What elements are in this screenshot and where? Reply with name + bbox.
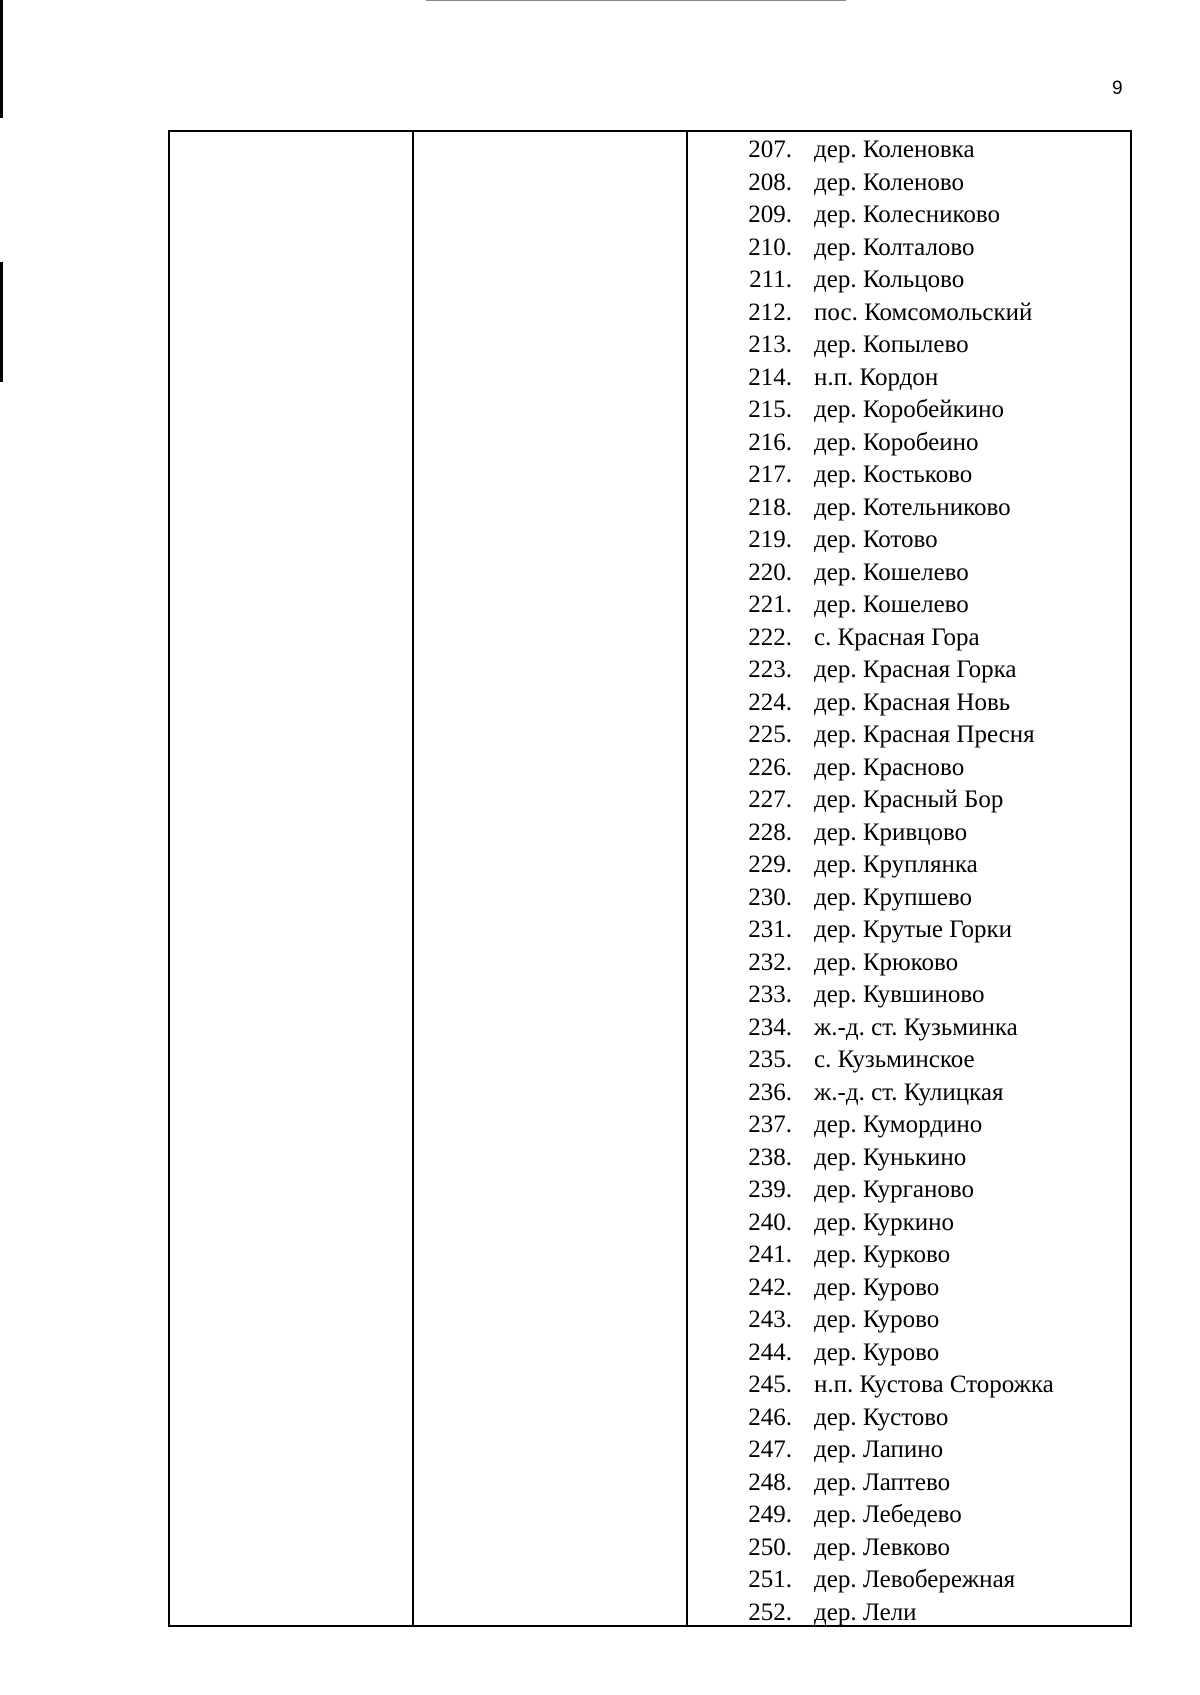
- list-item: [688, 1402, 1128, 1434]
- entry-number: 232.: [748, 948, 792, 976]
- entry-name: дер. Котельниково: [814, 493, 1011, 521]
- entry-name: дер. Котово: [814, 526, 938, 553]
- list-item: [688, 1272, 1128, 1304]
- entry-name: н.п. Кустова Сторожка: [814, 1371, 1054, 1398]
- entry-number: 239.: [748, 1176, 792, 1203]
- table-column-empty-2: [414, 132, 688, 1625]
- list-item: [688, 752, 1128, 784]
- list-item: [688, 232, 1128, 264]
- entry-name: дер. Левобережная: [814, 1566, 1016, 1593]
- list-item: [688, 622, 1128, 654]
- entry-name: дер. Костьково: [814, 461, 973, 488]
- settlement-list: [688, 132, 1130, 1625]
- list-item: [688, 1012, 1128, 1044]
- entry-number: 223.: [748, 656, 792, 683]
- list-item: [688, 1564, 1128, 1596]
- list-item: [688, 687, 1128, 719]
- entry-number: 217.: [748, 461, 792, 488]
- list-item: [688, 719, 1128, 751]
- entry-name: дер. Круплянка: [814, 851, 978, 878]
- entry-number: 227.: [748, 786, 792, 813]
- list-item: [688, 492, 1128, 524]
- entry-name: дер. Колталово: [814, 233, 975, 261]
- entry-number: 244.: [748, 1338, 792, 1366]
- entry-name: с. Кузьминское: [814, 1046, 975, 1073]
- entry-number: 219.: [748, 526, 792, 553]
- entry-number: 226.: [748, 753, 792, 781]
- list-item: [688, 1337, 1128, 1369]
- entry-name: ж.-д. ст. Кузьминка: [814, 1013, 1018, 1041]
- entry-name: дер. Крюково: [814, 948, 959, 976]
- entry-name: дер. Курганово: [814, 1176, 974, 1203]
- entry-name: дер. Кольцово: [814, 266, 965, 293]
- entry-number: 248.: [748, 1468, 792, 1496]
- entry-number: 230.: [748, 883, 792, 911]
- entry-name: дер. Коленовка: [814, 136, 975, 163]
- entry-number: 225.: [748, 721, 792, 748]
- entry-name: дер. Лаптево: [814, 1468, 951, 1496]
- entry-name: дер. Кунькино: [814, 1143, 967, 1171]
- entry-name: дер. Красная Горка: [814, 656, 1017, 683]
- entry-number: 249.: [748, 1501, 792, 1528]
- entry-name: с. Красная Гора: [814, 623, 980, 651]
- entry-number: 220.: [748, 558, 792, 586]
- entry-number: 231.: [748, 916, 792, 943]
- entry-name: дер. Курово: [814, 1306, 940, 1333]
- entry-name: дер. Крупшево: [814, 883, 973, 911]
- scan-top-rule: [426, 0, 846, 1]
- entry-number: 229.: [748, 851, 792, 878]
- list-item: [688, 1077, 1128, 1109]
- list-item: [688, 849, 1128, 881]
- entry-number: 228.: [748, 818, 792, 846]
- list-item: [688, 1239, 1128, 1271]
- entry-name: дер. Лели: [814, 1598, 917, 1626]
- entry-name: пос. Комсомольский: [814, 298, 1033, 326]
- list-item: [688, 264, 1128, 296]
- entry-number: 252.: [748, 1598, 792, 1626]
- entry-number: 214.: [748, 363, 792, 391]
- entry-number: 251.: [748, 1566, 792, 1593]
- entry-number: 221.: [748, 591, 792, 618]
- entry-name: ж.-д. ст. Кулицкая: [814, 1078, 1004, 1106]
- entry-number: 210.: [748, 233, 792, 261]
- list-item: [688, 882, 1128, 914]
- entry-number: 250.: [748, 1533, 792, 1561]
- entry-number: 246.: [748, 1403, 792, 1431]
- entry-number: 242.: [748, 1273, 792, 1301]
- list-item: [688, 654, 1128, 686]
- entry-name: дер. Красная Пресня: [814, 721, 1035, 748]
- list-item: [688, 1467, 1128, 1499]
- entry-number: 236.: [748, 1078, 792, 1106]
- entry-number: 243.: [748, 1306, 792, 1333]
- entry-name: дер. Курово: [814, 1338, 940, 1366]
- entry-name: дер. Куркино: [814, 1208, 955, 1236]
- entry-number: 234.: [748, 1013, 792, 1041]
- entry-name: дер. Лебедево: [814, 1501, 962, 1528]
- entry-name: дер. Коробейкино: [814, 396, 1005, 423]
- list-item: [688, 167, 1128, 199]
- list-item: [688, 589, 1128, 621]
- entry-number: 237.: [748, 1111, 792, 1138]
- entry-name: дер. Коленово: [814, 168, 964, 196]
- list-item: [688, 394, 1128, 426]
- list-item: [688, 1207, 1128, 1239]
- entry-name: дер. Лапино: [814, 1436, 944, 1463]
- entry-name: дер. Красная Новь: [814, 688, 1011, 716]
- entry-number: 208.: [748, 168, 792, 196]
- table-column-empty-1: [170, 132, 414, 1625]
- entry-name: дер. Кувшиново: [814, 981, 985, 1008]
- entry-number: 233.: [748, 981, 792, 1008]
- entry-number: 207.: [748, 136, 792, 163]
- list-item: [688, 1532, 1128, 1564]
- list-item: [688, 557, 1128, 589]
- entry-number: 213.: [748, 331, 792, 358]
- entry-number: 222.: [748, 623, 792, 651]
- entry-name: дер. Курково: [814, 1241, 951, 1268]
- entry-number: 211.: [749, 266, 792, 293]
- entry-name: дер. Кривцово: [814, 818, 968, 846]
- entry-name: дер. Коробеино: [814, 428, 979, 456]
- entry-name: дер. Курово: [814, 1273, 940, 1301]
- entry-name: дер. Колесниково: [814, 201, 1000, 228]
- entry-name: дер. Красный Бор: [814, 786, 1004, 813]
- entry-number: 212.: [748, 298, 792, 326]
- scan-edge-mark: [0, 0, 3, 118]
- list-item: [688, 1109, 1128, 1141]
- entry-name: дер. Копылево: [814, 331, 969, 358]
- entry-name: дер. Кошелево: [814, 591, 969, 618]
- list-item: [688, 1044, 1128, 1076]
- list-item: [688, 1434, 1128, 1466]
- entry-number: 240.: [748, 1208, 792, 1236]
- scan-edge-mark: [0, 262, 3, 382]
- list-item: [688, 1597, 1128, 1629]
- entry-number: 215.: [748, 396, 792, 423]
- list-item: [688, 1369, 1128, 1401]
- list-item: [688, 914, 1128, 946]
- list-item: [688, 199, 1128, 231]
- entry-name: дер. Крутые Горки: [814, 916, 1013, 943]
- settlement-table: [168, 130, 1132, 1627]
- list-item: [688, 524, 1128, 556]
- entry-number: 247.: [748, 1436, 792, 1463]
- list-item: [688, 1142, 1128, 1174]
- entry-number: 216.: [748, 428, 792, 456]
- list-item: [688, 979, 1128, 1011]
- list-item: [688, 459, 1128, 491]
- entry-number: 209.: [748, 201, 792, 228]
- list-item: [688, 329, 1128, 361]
- entry-name: дер. Кумордино: [814, 1111, 983, 1138]
- entry-name: н.п. Кордон: [814, 363, 939, 391]
- entry-name: дер. Красново: [814, 753, 965, 781]
- list-item: [688, 817, 1128, 849]
- page-number: 9: [1112, 78, 1123, 99]
- entry-number: 241.: [748, 1241, 792, 1268]
- entry-number: 245.: [748, 1371, 792, 1398]
- list-item: [688, 1304, 1128, 1336]
- list-item: [688, 1174, 1128, 1206]
- list-item: [688, 297, 1128, 329]
- entry-name: дер. Кустово: [814, 1403, 949, 1431]
- entry-number: 238.: [748, 1143, 792, 1171]
- entry-number: 224.: [748, 688, 792, 716]
- entry-name: дер. Кошелево: [814, 558, 969, 586]
- list-item: [688, 1499, 1128, 1531]
- list-item: [688, 134, 1128, 166]
- entry-number: 235.: [748, 1046, 792, 1073]
- list-item: [688, 362, 1128, 394]
- entry-number: 218.: [748, 493, 792, 521]
- list-item: [688, 784, 1128, 816]
- entry-name: дер. Левково: [814, 1533, 951, 1561]
- list-item: [688, 947, 1128, 979]
- list-item: [688, 427, 1128, 459]
